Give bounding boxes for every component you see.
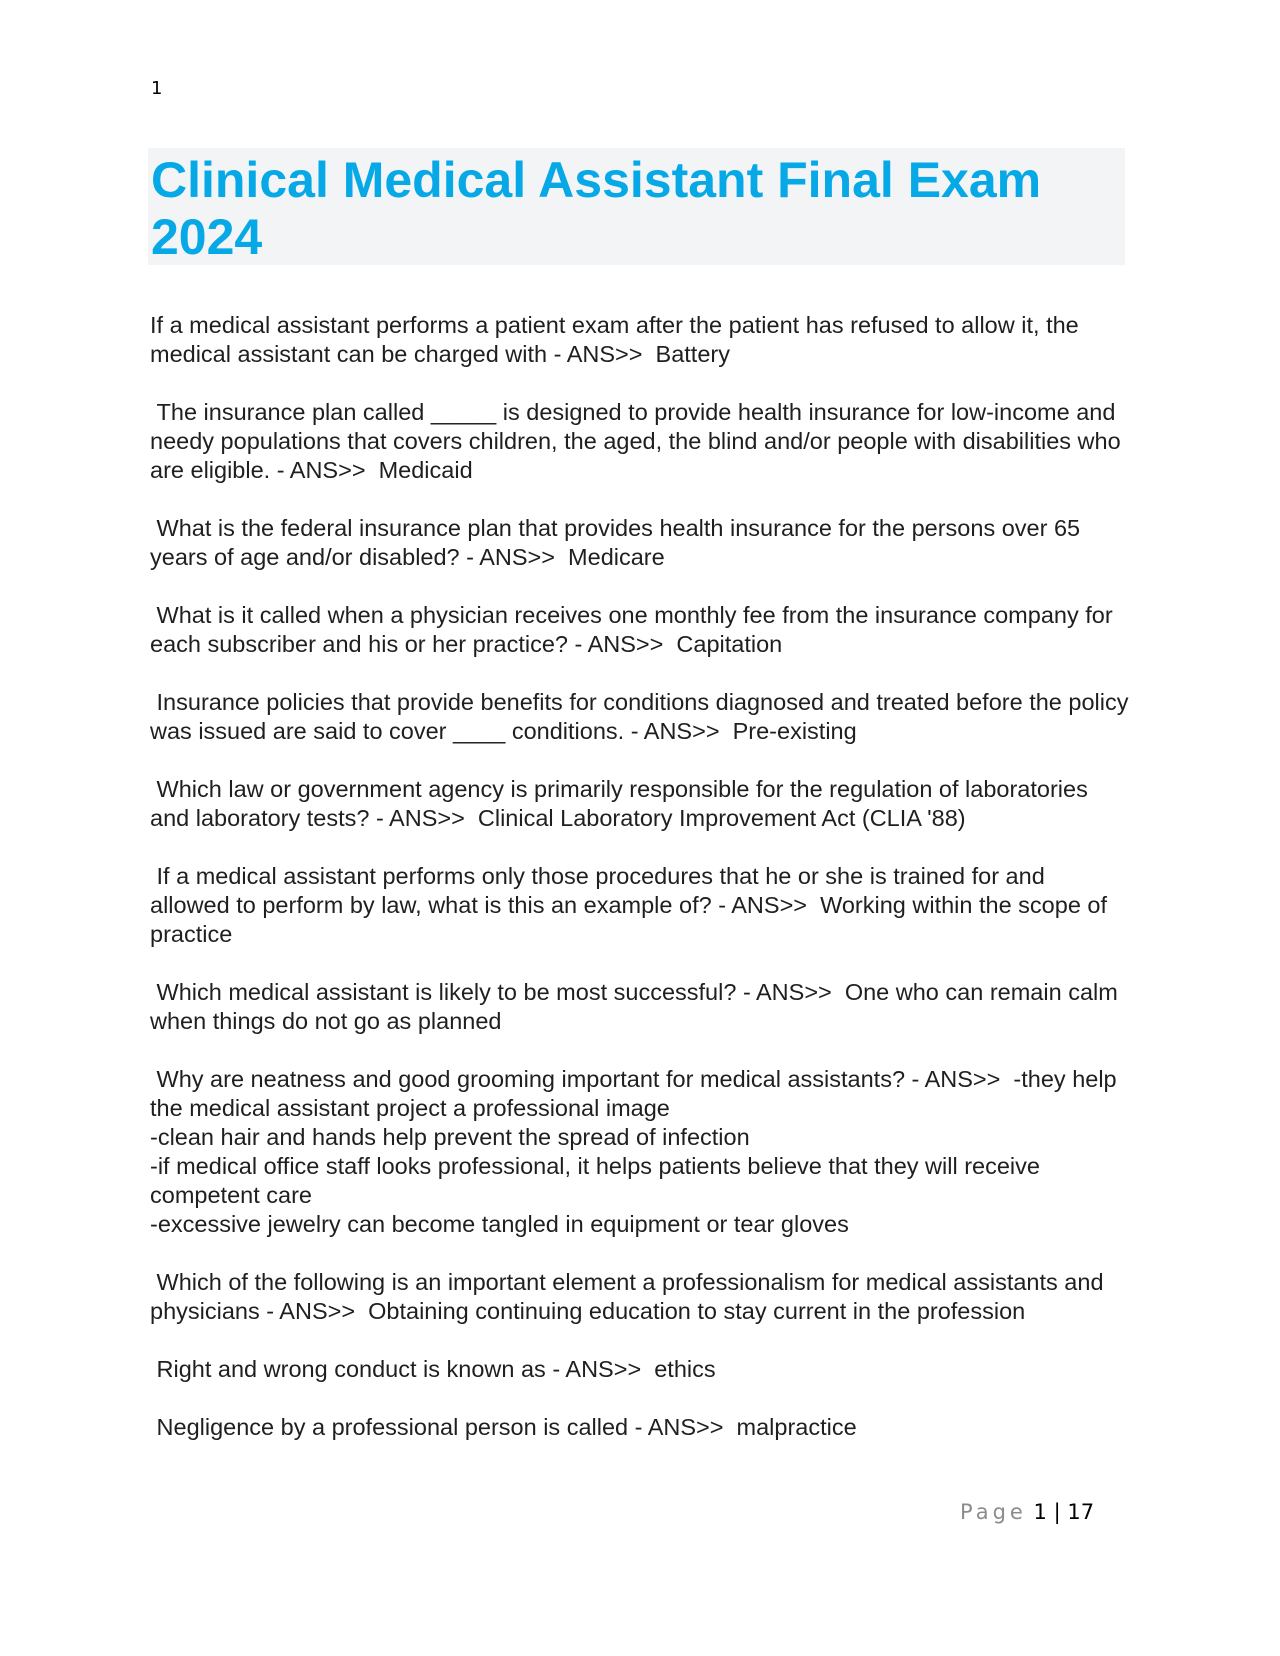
question-item: Insurance policies that provide benefits for conditions diagnosed and treated before the policy was issued are said to cover ____ conditions. - ANS>> Pre-existing (150, 689, 1136, 744)
question-item: Why are neatness and good grooming important for medical assistants? - ANS>> -they help the medical assistant project a professional image -clean hair and hands help prevent the spread of infection -if medical office staff looks professional, it helps patients believe that they will receive competent care -excessive jewelry can become tangled in equipment or tear gloves (150, 1066, 1117, 1237)
question-item: Negligence by a professional person is called - ANS>> malpractice (150, 1414, 857, 1440)
footer-page-label: Page (960, 1500, 1027, 1524)
question-item: Which of the following is an important element a professionalism for medical assistants and physicians - ANS>> Obtaining continuing education to stay current in the profession (150, 1269, 1111, 1324)
question-item: What is it called when a physician receives one monthly fee from the insurance company for each subscriber and his or her practice? - ANS>> Capitation (150, 602, 1120, 657)
document-title: Clinical Medical Assistant Final Exam 2024 (151, 152, 1042, 265)
footer-total-pages: 17 (1067, 1500, 1095, 1524)
question-item: If a medical assistant performs only those procedures that he or she is trained for and allowed to perform by law, what is this an example of? - ANS>> Working within the scope of practice (150, 863, 1114, 947)
page-footer (960, 1500, 1094, 1524)
header-page-number: 1 (151, 78, 163, 99)
question-item: Which law or government agency is primarily responsible for the regulation of laboratories and laboratory tests? - ANS>> Clinical Laboratory Improvement Act (CLIA '88) (150, 776, 1095, 831)
question-list (150, 311, 1136, 1471)
question-item: Right and wrong conduct is known as - ANS>> ethics (150, 1356, 716, 1382)
question-item: What is the federal insurance plan that provides health insurance for the persons over 65 years of age and/or disabled? - ANS>> Medicare (150, 515, 1087, 570)
footer-separator: | (1053, 1500, 1061, 1524)
question-item: The insurance plan called _____ is designed to provide health insurance for low-income and needy populations that covers children, the aged, the blind and/or people with disabilities who are eligible. - ANS>> Medicaid (150, 399, 1128, 483)
question-item: If a medical assistant performs a patient exam after the patient has refused to allow it, the medical assistant can be charged with - ANS>> Battery (150, 312, 1086, 367)
footer-current-page: 1 (1033, 1500, 1047, 1524)
question-item: Which medical assistant is likely to be most successful? - ANS>> One who can remain calm when things do not go as planned (150, 979, 1125, 1034)
